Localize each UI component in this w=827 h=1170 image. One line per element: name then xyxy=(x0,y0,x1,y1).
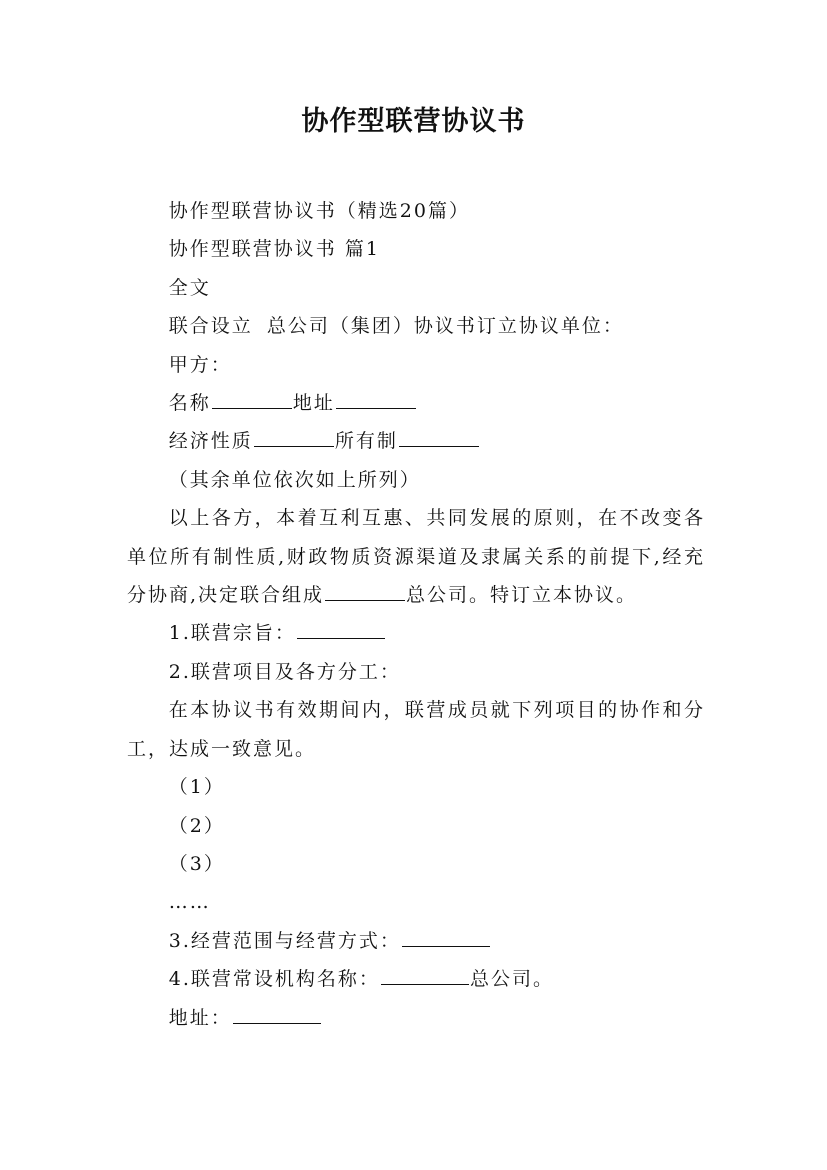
item-1-line xyxy=(127,614,705,652)
fulltext-label: 全文 xyxy=(168,276,211,299)
item-2-label: 2.联营项目及各方分工： xyxy=(168,660,401,683)
ownership-label: 所有制 xyxy=(334,430,398,453)
ellipsis-line: …… xyxy=(168,891,211,914)
establishment-prefix: 联合设立 xyxy=(168,315,253,338)
purpose-blank xyxy=(297,619,385,639)
address-label: 地址 xyxy=(292,392,335,415)
intro-line: 协作型联营协议书（精选20篇） xyxy=(168,200,470,222)
chapter-heading: 协作型联营协议书 篇1 xyxy=(168,238,380,261)
principle-ending: 总公司。特订立本协议。 xyxy=(406,584,638,607)
item-4-label: 4.联营常设机构名称： xyxy=(168,968,380,991)
ownership-blank xyxy=(399,427,479,447)
establishment-suffix: 总公司（集团）协议书订立协议单位： xyxy=(266,315,624,338)
cooperation-paragraph: 在本协议书有效期间内，联营成员就下列项目的协作和分工，达成一致意见。 xyxy=(127,699,705,760)
item-4-ending: 总公司。 xyxy=(469,968,554,991)
principle-text: 以上各方，本着互利互惠、共同发展的原则，在不改变各单位所有制性质,财政物质资源渠道及隶属关系的前提下,经充分协商,决定联合组成 xyxy=(127,507,705,607)
others-note: （其余单位依次如上所列） xyxy=(168,468,421,491)
item-1-label: 1.联营宗旨： xyxy=(168,622,296,645)
sub-item-2: （2） xyxy=(168,814,225,837)
scope-blank xyxy=(402,927,490,947)
nature-label: 经济性质 xyxy=(168,430,253,453)
sub-item-1: （1） xyxy=(168,776,225,799)
company-name-blank xyxy=(325,581,405,601)
item-4-line xyxy=(127,960,705,998)
name-label: 名称 xyxy=(168,392,211,415)
principle-paragraph xyxy=(127,499,705,614)
nature-ownership-line xyxy=(127,422,705,460)
sub-item-3: （3） xyxy=(168,852,225,875)
name-blank xyxy=(212,389,292,409)
item-3-line xyxy=(127,922,705,960)
nature-blank xyxy=(254,427,334,447)
item-3-label: 3.经营范围与经营方式： xyxy=(168,929,401,952)
document-body xyxy=(127,192,705,1037)
establishment-line xyxy=(127,307,705,345)
office-address-blank xyxy=(233,1004,321,1024)
office-name-blank xyxy=(381,965,469,985)
address-blank xyxy=(336,389,416,409)
office-address-label: 地址： xyxy=(168,1006,232,1029)
office-address-line xyxy=(127,999,705,1037)
party-a-label: 甲方： xyxy=(168,353,232,376)
name-address-line xyxy=(127,384,705,422)
document-title: 协作型联营协议书 xyxy=(301,106,526,137)
